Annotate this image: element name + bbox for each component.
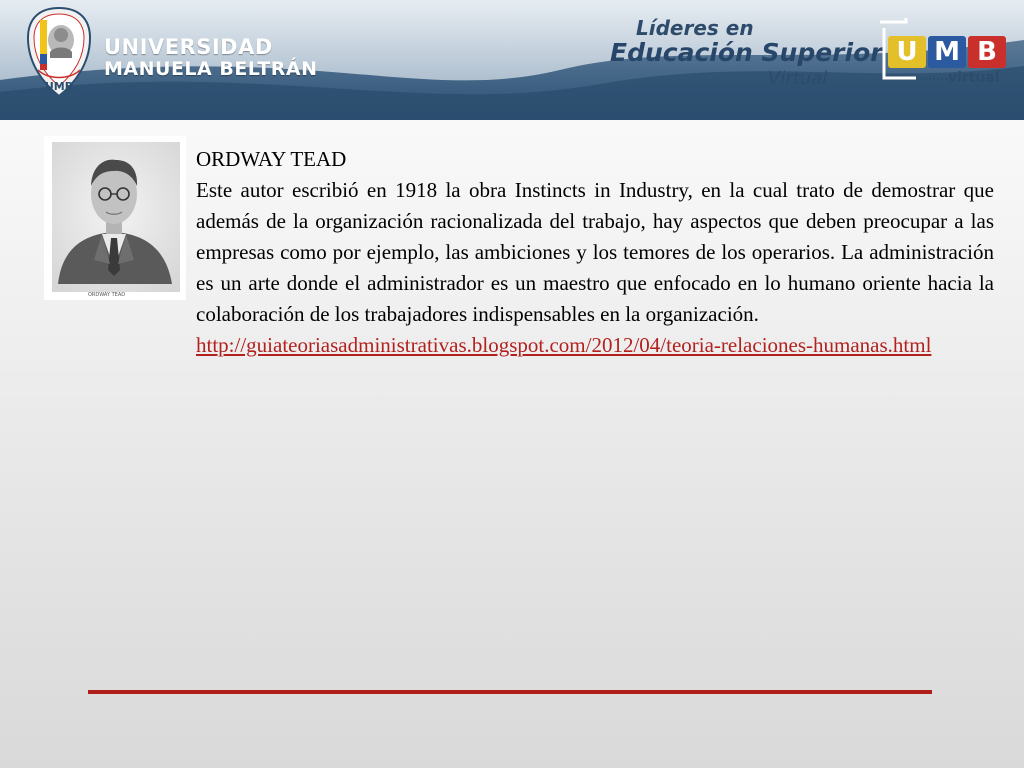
logo-letter-u: U	[888, 36, 926, 68]
university-name-line2: MANUELA BELTRÁN	[104, 58, 318, 80]
logo-letter-b: B	[968, 36, 1006, 68]
logo-virtual-label: virtual	[948, 70, 1000, 86]
university-name-line1: UNIVERSIDAD	[104, 35, 273, 59]
bottom-divider-line	[88, 690, 932, 694]
header-banner	[0, 0, 1024, 120]
tagline-line1: Líderes en	[636, 16, 754, 40]
logo-letter-m: M	[928, 36, 966, 68]
logo-dots-decoration: ••••••••	[920, 74, 954, 84]
portrait-caption: ORDWAY TEAD	[88, 292, 126, 298]
portrait-image	[44, 136, 186, 300]
tagline-line2: Educación Superior	[610, 38, 883, 67]
umb-virtual-logo	[876, 14, 1006, 86]
source-link[interactable]: http://guiateoriasadministrativas.blogspot.com/2012/04/teoria-relaciones-humanas.html	[196, 333, 932, 357]
author-description: Este autor escribió en 1918 la obra Instincts in Industry, en la cual trato de demostrar que además de la organización racionalizada del trabajo, hay aspectos que deben preocupar a las empresas como por ejemplo, las ambiciones y los temores de los operarios. La administración es un arte donde el administrador es un maestro que enfocado en lo humano oriente hacia la colaboración de los trabajadores indispensables en la organización.	[196, 178, 994, 326]
university-name	[104, 36, 317, 80]
author-portrait-photo	[44, 136, 186, 300]
university-seal-logo	[26, 6, 92, 98]
svg-text:UMB: UMB	[44, 80, 74, 93]
author-heading: ORDWAY TEAD	[196, 147, 347, 171]
content-block	[196, 144, 994, 361]
tagline-line3: Virtual	[768, 68, 828, 89]
